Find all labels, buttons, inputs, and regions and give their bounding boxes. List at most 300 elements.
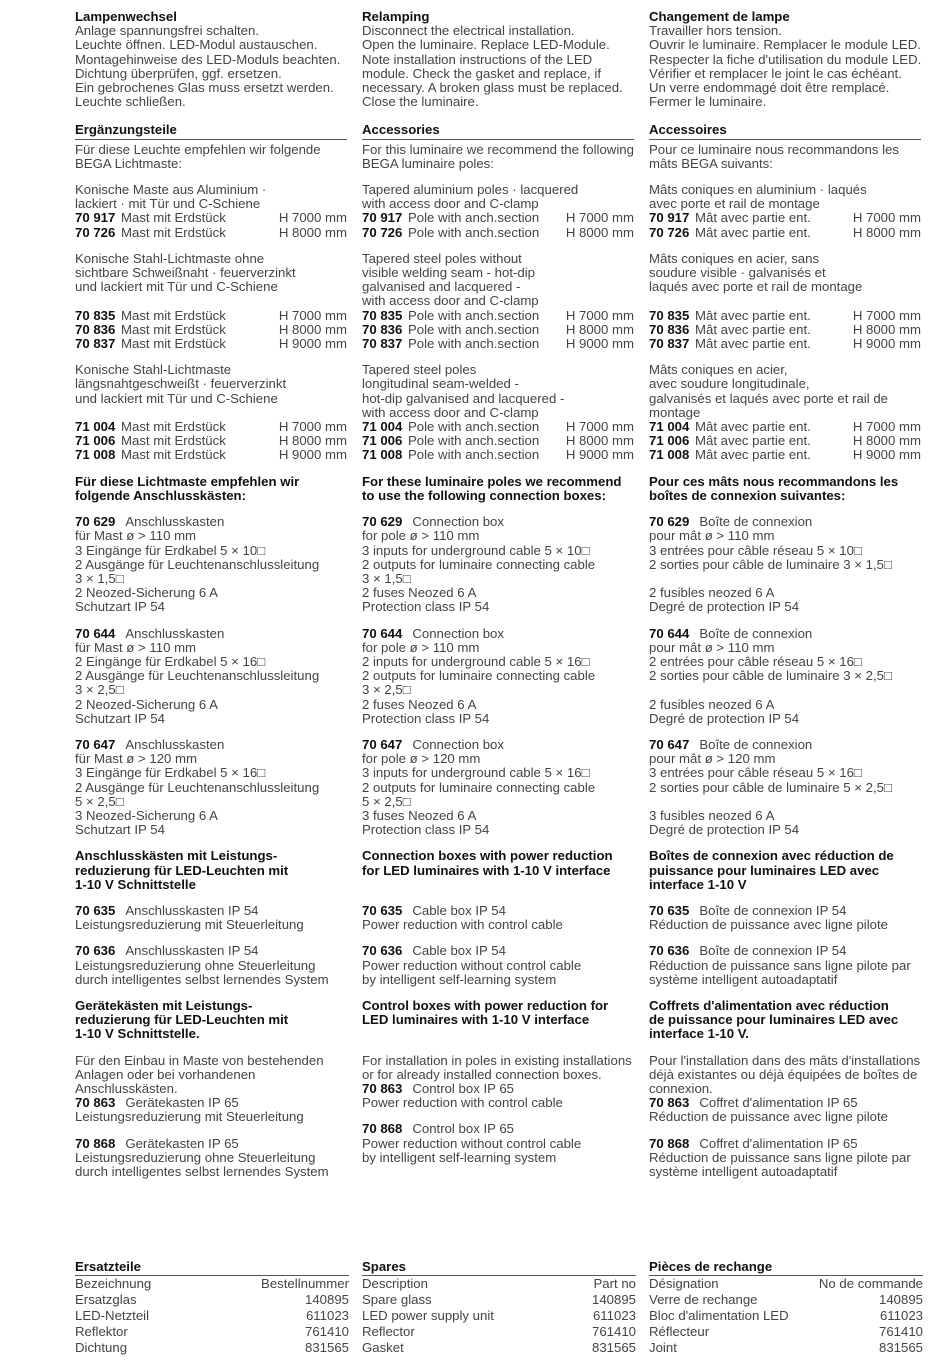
- pole-height: H 9000 mm: [278, 336, 347, 352]
- box-spec: Schutzart IP 54: [75, 710, 165, 726]
- spares-row: [649, 1340, 923, 1356]
- spares-row: [362, 1308, 636, 1324]
- spare-description: LED power supply unit: [362, 1308, 494, 1323]
- box-spec: 2 inputs for underground cable 5 × 16□: [362, 653, 590, 669]
- box-spec: Réduction de puissance sans ligne pilote par: [649, 957, 911, 973]
- spare-part-number: 140895: [878, 1292, 923, 1307]
- pole-item: [75, 448, 347, 462]
- spares-table: [362, 1259, 636, 1356]
- box-spec: 2 fuses Neozed 6 A: [362, 585, 477, 601]
- relamping-text: Note installation instructions of the LED: [362, 51, 593, 67]
- pole-group-description: Tapered steel poles: [362, 362, 477, 378]
- article-number: 70 636: [649, 943, 690, 959]
- control-boxes-intro: Anschlusskästen.: [75, 1081, 178, 1096]
- control-boxes-intro: Anlagen oder bei vorhandenen: [75, 1066, 256, 1082]
- box-spec: Protection class IP 54: [362, 822, 490, 838]
- pole-group-description: montage: [649, 404, 701, 420]
- item-label: Mât avec partie ent.: [695, 336, 811, 352]
- box-spec: 2 Ausgänge für Leuchtenanschlussleitung: [75, 779, 320, 795]
- box-spec: 3 fusibles neozed 6 A: [649, 807, 775, 823]
- pole-height: H 9000 mm: [565, 336, 634, 352]
- box-title: [362, 944, 634, 958]
- connection-boxes-heading: to use the following connection boxes:: [362, 487, 606, 503]
- pole-height: H 7000 mm: [278, 307, 347, 323]
- box-spec: durch intelligentes selbst lernendes System: [75, 1164, 329, 1180]
- column-header: Bezeichnung: [75, 1276, 152, 1291]
- box-spec: 3 Eingänge für Erdkabel 5 × 16□: [75, 765, 266, 781]
- pole-item: [75, 309, 347, 323]
- box-title: [75, 904, 347, 918]
- item-label: Control box IP 65: [412, 1121, 514, 1137]
- control-boxes-heading: reduzierung für LED-Leuchten mit: [75, 1012, 289, 1028]
- box-spec: 3 entrées pour câble réseau 5 × 10□: [649, 542, 862, 558]
- pole-item: [75, 434, 347, 448]
- box-spec: by intelligent self-learning system: [362, 1149, 557, 1165]
- control-boxes-heading: de puissance pour luminaires LED avec: [649, 1012, 899, 1028]
- control-boxes-heading: 1-10 V Schnittstelle.: [75, 1026, 200, 1042]
- box-spec: Réduction de puissance sans ligne pilote par: [649, 1149, 911, 1165]
- spare-part-number: 761410: [591, 1324, 636, 1339]
- relamping-text: Ein gebrochenes Glas muss ersetzt werden.: [75, 80, 334, 96]
- relamping-text: Anlage spannungsfrei schalten.: [75, 23, 260, 39]
- connection-boxes-heading: boîtes de connexion suivantes:: [649, 487, 846, 503]
- spare-description: Spare glass: [362, 1292, 432, 1307]
- relamping-text: Close the luminaire.: [362, 94, 479, 110]
- spare-part-number: 140895: [304, 1292, 349, 1307]
- control-boxes-heading: Gerätekästen mit Leistungs-: [75, 997, 253, 1013]
- pole-height: H 8000 mm: [278, 321, 347, 337]
- relamping-text: Travailler hors tension.: [649, 23, 782, 39]
- item-label: Cable box IP 54: [412, 943, 506, 959]
- spares-row: [75, 1324, 349, 1340]
- box-spec: 2 sorties pour câble de luminaire 3 × 1,5□: [649, 556, 892, 572]
- box-title: [649, 738, 921, 752]
- pole-item: [362, 211, 634, 225]
- pole-item: [362, 226, 634, 240]
- article-number: 71 004: [649, 419, 690, 435]
- spares-row: [649, 1292, 923, 1308]
- article-number: 71 004: [75, 419, 116, 435]
- article-number: 70 863: [362, 1081, 403, 1096]
- pole-group-description: Tapered aluminium poles · lacquered: [362, 182, 579, 198]
- box-spec: 3 × 1,5□: [75, 570, 124, 586]
- box-spec: pour mât ø > 110 mm: [649, 528, 775, 544]
- connection-boxes-heading: Pour ces mâts nous recommandons les: [649, 473, 899, 489]
- item-label: Anschlusskasten IP 54: [125, 902, 259, 918]
- pole-item: [362, 420, 634, 434]
- relamping-text: Open the luminaire. Replace LED-Module.: [362, 37, 610, 53]
- spacer: [362, 463, 634, 475]
- control-boxes-intro: déjà existantes ou déjà équipées de boîtes de: [649, 1066, 918, 1082]
- spare-description: Reflektor: [75, 1324, 128, 1339]
- item-label: Connection box: [412, 514, 504, 530]
- pole-group-description: [75, 294, 347, 308]
- box-spec: Power reduction without control cable: [362, 1135, 582, 1151]
- power-reduction-heading: reduzierung für LED-Leuchten mit: [75, 862, 289, 878]
- box-title: [362, 515, 634, 529]
- spares-row: [75, 1292, 349, 1308]
- control-boxes-intro: or for already installed connection boxes.: [362, 1066, 602, 1082]
- article-number: 70 835: [362, 307, 403, 323]
- box-spec: Protection class IP 54: [362, 599, 490, 615]
- item-label: Mast mit Erdstück: [121, 321, 226, 337]
- spares-table: [75, 1259, 349, 1356]
- spare-description: Gasket: [362, 1340, 404, 1355]
- item-label: Pole with anch.section: [408, 307, 540, 323]
- box-title: [649, 515, 921, 529]
- relamping-text: module. Check the gasket and replace, if: [362, 65, 601, 81]
- spacer: [75, 463, 347, 475]
- pole-group-description: Konische Stahl-Lichtmaste: [75, 362, 232, 378]
- control-boxes-heading: Control boxes with power reduction for: [362, 997, 609, 1013]
- box-spec: Leistungsreduzierung ohne Steuerleitung: [75, 957, 316, 973]
- box-spec: [649, 683, 921, 697]
- pole-height: H 7000 mm: [278, 419, 347, 435]
- relamping-text: Disconnect the electrical installation.: [362, 23, 575, 39]
- column-header: Description: [362, 1276, 428, 1291]
- box-spec: 2 outputs for luminaire connecting cable: [362, 779, 596, 795]
- article-number: 70 836: [75, 321, 116, 337]
- spares-header-row: [649, 1276, 923, 1292]
- spare-part-number: 831565: [591, 1340, 636, 1355]
- spacer: [649, 109, 921, 123]
- item-label: Coffret d'alimentation IP 65: [699, 1135, 858, 1151]
- item-label: Pole with anch.section: [408, 419, 540, 435]
- spares-row: [362, 1324, 636, 1340]
- pole-item: [75, 337, 347, 351]
- accessories-intro: mâts BEGA suivants:: [649, 155, 773, 171]
- pole-item: [649, 448, 921, 462]
- box-spec: système intelligent autoadaptatif: [649, 1164, 838, 1180]
- box-title: [362, 1082, 634, 1096]
- pole-item: [75, 226, 347, 240]
- article-number: 71 006: [362, 433, 403, 449]
- control-boxes-heading: Coffrets d'alimentation avec réduction: [649, 997, 889, 1013]
- pole-height: H 7000 mm: [852, 419, 921, 435]
- power-reduction-heading: Anschlusskästen mit Leistungs-: [75, 848, 278, 864]
- power-reduction-heading: Connection boxes with power reduction: [362, 848, 613, 864]
- box-spec: 2 Neozed-Sicherung 6 A: [75, 585, 218, 601]
- article-number: 71 006: [649, 433, 690, 449]
- relamping-heading: Changement de lampe: [649, 9, 790, 24]
- pole-group-description: laqués avec porte et rail de montage: [649, 279, 863, 295]
- spares-row: [362, 1292, 636, 1308]
- relamping-text: Un verre endommagé doit être remplacé.: [649, 80, 890, 96]
- box-spec: Power reduction with control cable: [362, 1095, 563, 1111]
- pole-item: [649, 226, 921, 240]
- relamping-heading: Relamping: [362, 9, 430, 24]
- spare-description: Verre de rechange: [649, 1292, 758, 1307]
- item-label: Mast mit Erdstück: [121, 433, 226, 449]
- relamping-text: Respecter la fiche d'utilisation du module LED.: [649, 51, 922, 67]
- item-label: Mât avec partie ent.: [695, 307, 811, 323]
- control-boxes-intro: For installation in poles in existing installations: [362, 1052, 632, 1068]
- box-spec: 3 × 2,5□: [75, 682, 124, 698]
- column-header: Part no: [593, 1276, 636, 1291]
- item-label: Anschlusskasten: [125, 625, 225, 641]
- box-spec: [649, 572, 921, 586]
- item-label: Mât avec partie ent.: [695, 224, 811, 240]
- box-title: [75, 515, 347, 529]
- relamping-text: necessary. A broken glass must be replaced.: [362, 80, 623, 96]
- pole-group-description: Konische Maste aus Aluminium ·: [75, 182, 267, 198]
- pole-height: H 8000 mm: [565, 224, 634, 240]
- item-label: Pole with anch.section: [408, 336, 540, 352]
- box-spec: 5 × 2,5□: [75, 793, 124, 809]
- spares-row: [75, 1340, 349, 1356]
- control-boxes-heading: LED luminaires with 1-10 V interface: [362, 1012, 590, 1028]
- article-number: 70 647: [75, 736, 116, 752]
- pole-group-description: und lackiert mit Tür und C-Schiene: [75, 279, 278, 295]
- pole-height: H 7000 mm: [852, 307, 921, 323]
- box-spec: [649, 795, 921, 809]
- box-spec: für Mast ø > 110 mm: [75, 639, 197, 655]
- article-number: 70 837: [75, 336, 116, 352]
- box-spec: 2 entrées pour câble réseau 5 × 16□: [649, 653, 862, 669]
- article-number: 70 868: [75, 1135, 116, 1151]
- article-number: 71 006: [75, 433, 116, 449]
- article-number: 70 636: [75, 943, 116, 959]
- pole-item: [75, 323, 347, 337]
- spares-row: [362, 1340, 636, 1356]
- article-number: 71 004: [362, 419, 403, 435]
- power-reduction-heading: [362, 878, 634, 892]
- spares-heading: Spares: [362, 1259, 636, 1276]
- item-label: Boîte de connexion: [699, 736, 813, 752]
- pole-group-description: soudure visible · galvanisés et: [649, 265, 826, 281]
- relamping-text: Fermer le luminaire.: [649, 94, 767, 110]
- article-number: 70 837: [649, 336, 690, 352]
- box-spec: 2 sorties pour câble de luminaire 5 × 2,5□: [649, 779, 892, 795]
- box-title: [362, 1122, 634, 1136]
- item-label: Anschlusskasten IP 54: [125, 943, 259, 959]
- spares-row: [649, 1308, 923, 1324]
- power-reduction-heading: Boîtes de connexion avec réduction de: [649, 848, 894, 864]
- item-label: Gerätekasten IP 65: [125, 1095, 239, 1111]
- relamping-text: Ouvrir le luminaire. Remplacer le module LED.: [649, 37, 921, 53]
- pole-height: H 8000 mm: [852, 433, 921, 449]
- box-title: [649, 627, 921, 641]
- box-spec: 3 inputs for underground cable 5 × 10□: [362, 542, 590, 558]
- box-spec: 2 fuses Neozed 6 A: [362, 696, 477, 712]
- article-number: 70 635: [75, 902, 116, 918]
- accessories-intro: Für diese Leuchte empfehlen wir folgende: [75, 141, 321, 157]
- spares-heading: Pièces de rechange: [649, 1259, 923, 1276]
- article-number: 70 917: [75, 210, 116, 226]
- box-title: [649, 1137, 921, 1151]
- item-label: Mast mit Erdstück: [121, 210, 226, 226]
- accessories-intro: Pour ce luminaire nous recommandons les: [649, 141, 899, 157]
- relamping-text: Montagehinweise des LED-Moduls beachten.: [75, 51, 341, 67]
- box-spec: 2 fusibles neozed 6 A: [649, 696, 775, 712]
- item-label: Connection box: [412, 625, 504, 641]
- box-spec: 2 Ausgänge für Leuchtenanschlussleitung: [75, 556, 320, 572]
- pole-height: H 7000 mm: [565, 307, 634, 323]
- item-label: Mât avec partie ent.: [695, 433, 811, 449]
- box-spec: Réduction de puissance avec ligne pilote: [649, 917, 888, 933]
- box-spec: 3 × 2,5□: [362, 682, 411, 698]
- pole-height: H 8000 mm: [278, 224, 347, 240]
- article-number: 70 726: [75, 224, 116, 240]
- box-spec: 3 fuses Neozed 6 A: [362, 807, 477, 823]
- pole-height: H 7000 mm: [852, 210, 921, 226]
- article-number: 70 917: [649, 210, 690, 226]
- article-number: 70 644: [75, 625, 116, 641]
- item-label: Gerätekasten IP 65: [125, 1135, 239, 1151]
- item-label: Mât avec partie ent.: [695, 447, 811, 463]
- article-number: 70 644: [649, 625, 690, 641]
- article-number: 70 868: [649, 1135, 690, 1151]
- item-label: Boîte de connexion: [699, 514, 813, 530]
- power-reduction-heading: 1-10 V Schnittstelle: [75, 876, 196, 892]
- control-boxes-heading: [362, 1027, 634, 1041]
- pole-group-description: with access door and C-clamp: [362, 196, 539, 212]
- pole-item: [362, 448, 634, 462]
- box-spec: Power reduction with control cable: [362, 917, 563, 933]
- item-label: Pole with anch.section: [408, 433, 540, 449]
- item-label: Pole with anch.section: [408, 210, 540, 226]
- article-number: 70 836: [362, 321, 403, 337]
- box-spec: Leistungsreduzierung mit Steuerleitung: [75, 1109, 304, 1125]
- pole-item: [75, 211, 347, 225]
- item-label: Boîte de connexion IP 54: [699, 902, 847, 918]
- connection-boxes-heading: For these luminaire poles we recommend: [362, 473, 622, 489]
- item-label: Control box IP 65: [412, 1081, 514, 1096]
- box-spec: 2 Eingänge für Erdkabel 5 × 16□: [75, 653, 266, 669]
- control-boxes-intro: Für den Einbau in Maste von bestehenden: [75, 1052, 324, 1068]
- power-reduction-heading: puissance pour luminaires LED avec: [649, 862, 880, 878]
- pole-height: H 9000 mm: [852, 447, 921, 463]
- pole-group-description: Mâts coniques en acier, sans: [649, 250, 820, 266]
- spare-part-number: 831565: [304, 1340, 349, 1355]
- item-label: Mast mit Erdstück: [121, 447, 226, 463]
- article-number: 70 629: [75, 514, 116, 530]
- column-header: Désignation: [649, 1276, 719, 1291]
- pole-height: H 9000 mm: [278, 447, 347, 463]
- article-number: 70 863: [649, 1095, 690, 1111]
- article-number: 70 837: [362, 336, 403, 352]
- accessories-intro: BEGA Lichtmaste:: [75, 155, 183, 171]
- box-title: [75, 738, 347, 752]
- item-label: Anschlusskasten: [125, 736, 225, 752]
- spare-description: LED-Netzteil: [75, 1308, 150, 1323]
- control-boxes-intro: connexion.: [649, 1081, 713, 1096]
- article-number: 70 917: [362, 210, 403, 226]
- pole-group-description: Tapered steel poles without: [362, 250, 522, 266]
- accessories-intro: BEGA luminaire poles:: [362, 155, 494, 171]
- article-number: 70 836: [649, 321, 690, 337]
- article-number: 70 644: [362, 625, 403, 641]
- item-label: Cable box IP 54: [412, 902, 506, 918]
- pole-group-description: Mâts coniques en acier,: [649, 362, 788, 378]
- item-label: Connection box: [412, 736, 504, 752]
- box-spec: 2 outputs for luminaire connecting cable: [362, 668, 596, 684]
- column-header: Bestellnummer: [261, 1276, 349, 1291]
- language-column: [649, 10, 921, 1179]
- control-boxes-heading: interface 1-10 V.: [649, 1026, 749, 1042]
- box-spec: Schutzart IP 54: [75, 822, 165, 838]
- box-spec: 3 entrées pour câble réseau 5 × 16□: [649, 765, 862, 781]
- box-spec: 3 Eingänge für Erdkabel 5 × 10□: [75, 542, 266, 558]
- pole-height: H 7000 mm: [278, 210, 347, 226]
- spacer: [649, 463, 921, 475]
- pole-group-description: avec soudure longitudinale,: [649, 376, 810, 392]
- box-spec: für Mast ø > 110 mm: [75, 528, 197, 544]
- pole-height: H 7000 mm: [565, 419, 634, 435]
- box-spec: Degré de protection IP 54: [649, 599, 800, 615]
- pole-height: H 9000 mm: [852, 336, 921, 352]
- spare-part-number: 611023: [879, 1308, 923, 1323]
- article-number: 70 629: [649, 514, 690, 530]
- box-spec: 5 × 2,5□: [362, 793, 411, 809]
- box-spec: Leistungsreduzierung ohne Steuerleitung: [75, 1149, 316, 1165]
- connection-boxes-heading: Für diese Lichtmaste empfehlen wir: [75, 473, 300, 489]
- pole-item: [75, 420, 347, 434]
- power-reduction-heading: interface 1-10 V: [649, 876, 747, 892]
- pole-item: [362, 309, 634, 323]
- article-number: 70 835: [649, 307, 690, 323]
- box-title: [362, 627, 634, 641]
- spacer: [75, 109, 347, 123]
- pole-group-description: avec porte et rail de montage: [649, 196, 820, 212]
- article-number: 70 647: [649, 736, 690, 752]
- article-number: 70 629: [362, 514, 403, 530]
- item-label: Mast mit Erdstück: [121, 224, 226, 240]
- pole-group-description: longitudinal seam-welded -: [362, 376, 519, 392]
- relamping-heading: Lampenwechsel: [75, 9, 177, 24]
- relamping-text: Leuchte öffnen. LED-Modul austauschen.: [75, 37, 318, 53]
- item-label: Mât avec partie ent.: [695, 210, 811, 226]
- item-label: Mast mit Erdstück: [121, 336, 226, 352]
- pole-height: H 8000 mm: [852, 224, 921, 240]
- pole-height: H 8000 mm: [565, 433, 634, 449]
- accessories-heading: Accessories: [362, 123, 634, 139]
- box-spec: Protection class IP 54: [362, 710, 490, 726]
- pole-item: [362, 434, 634, 448]
- article-number: 70 635: [649, 902, 690, 918]
- accessories-heading: Ergänzungsteile: [75, 123, 347, 139]
- spare-description: Joint: [649, 1340, 677, 1355]
- pole-group-description: with access door and C-clamp: [362, 404, 539, 420]
- article-number: 71 008: [362, 447, 403, 463]
- box-spec: Degré de protection IP 54: [649, 710, 800, 726]
- article-number: 70 835: [75, 307, 116, 323]
- pole-height: H 7000 mm: [565, 210, 634, 226]
- item-label: Mast mit Erdstück: [121, 307, 226, 323]
- box-spec: 2 outputs for luminaire connecting cable: [362, 556, 596, 572]
- spares-row: [649, 1324, 923, 1340]
- pole-item: [362, 323, 634, 337]
- pole-group-description: Konische Stahl-Lichtmaste ohne: [75, 250, 265, 266]
- spacer: [649, 1042, 921, 1054]
- item-label: Pole with anch.section: [408, 321, 540, 337]
- pole-height: H 8000 mm: [278, 433, 347, 449]
- box-spec: pour mât ø > 120 mm: [649, 751, 776, 767]
- item-label: Mât avec partie ent.: [695, 321, 811, 337]
- spare-part-number: 831565: [878, 1340, 923, 1355]
- spares-header-row: [75, 1276, 349, 1292]
- box-spec: for pole ø > 110 mm: [362, 639, 480, 655]
- item-label: Coffret d'alimentation IP 65: [699, 1095, 858, 1111]
- box-title: [649, 944, 921, 958]
- item-label: Pole with anch.section: [408, 224, 540, 240]
- box-spec: 3 Neozed-Sicherung 6 A: [75, 807, 218, 823]
- box-spec: for pole ø > 120 mm: [362, 751, 481, 767]
- box-spec: 2 Neozed-Sicherung 6 A: [75, 696, 218, 712]
- article-number: 71 008: [75, 447, 116, 463]
- box-spec: Leistungsreduzierung mit Steuerleitung: [75, 917, 304, 933]
- pole-item: [649, 211, 921, 225]
